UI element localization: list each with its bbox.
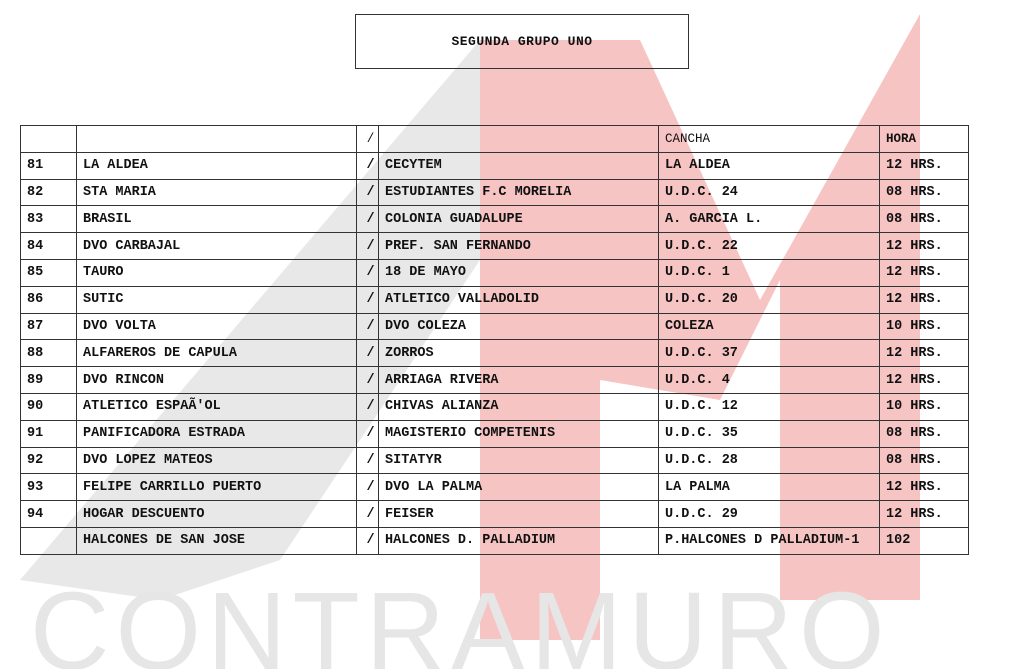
home-team: PANIFICADORA ESTRADA xyxy=(77,420,357,447)
venue: A. GARCIA L. xyxy=(659,206,880,233)
time: 08 HRS. xyxy=(880,420,969,447)
home-team: LA ALDEA xyxy=(77,152,357,179)
time: 12 HRS. xyxy=(880,286,969,313)
away-team: ESTUDIANTES F.C MORELIA xyxy=(379,179,659,206)
vs-separator: / xyxy=(357,420,379,447)
vs-separator: / xyxy=(357,447,379,474)
home-team: DVO RINCON xyxy=(77,367,357,394)
table-header-row xyxy=(21,126,969,153)
table-row xyxy=(21,367,969,394)
time: 12 HRS. xyxy=(880,259,969,286)
vs-separator: / xyxy=(357,367,379,394)
vs-separator: / xyxy=(357,313,379,340)
home-team: SUTIC xyxy=(77,286,357,313)
venue: U.D.C. 35 xyxy=(659,420,880,447)
away-team: CECYTEM xyxy=(379,152,659,179)
time: 12 HRS. xyxy=(880,233,969,260)
time: 08 HRS. xyxy=(880,447,969,474)
table-row xyxy=(21,340,969,367)
table-row xyxy=(21,286,969,313)
venue: U.D.C. 37 xyxy=(659,340,880,367)
header-num xyxy=(21,126,77,153)
home-team: ATLETICO ESPAÃ'OL xyxy=(77,393,357,420)
venue: U.D.C. 4 xyxy=(659,367,880,394)
away-team: DVO LA PALMA xyxy=(379,474,659,501)
match-number: 90 xyxy=(21,393,77,420)
away-team: SITATYR xyxy=(379,447,659,474)
table-row xyxy=(21,313,969,340)
match-number: 84 xyxy=(21,233,77,260)
venue: U.D.C. 28 xyxy=(659,447,880,474)
header-home xyxy=(77,126,357,153)
header-separator: / xyxy=(357,126,379,153)
time: 08 HRS. xyxy=(880,206,969,233)
table-row xyxy=(21,527,969,554)
home-team: ALFAREROS DE CAPULA xyxy=(77,340,357,367)
venue: U.D.C. 22 xyxy=(659,233,880,260)
schedule-table xyxy=(20,125,969,555)
away-team: 18 DE MAYO xyxy=(379,259,659,286)
table-row xyxy=(21,233,969,260)
vs-separator: / xyxy=(357,179,379,206)
home-team: DVO VOLTA xyxy=(77,313,357,340)
time: 10 HRS. xyxy=(880,313,969,340)
venue: P.HALCONES D PALLADIUM-1 xyxy=(659,527,880,554)
venue: U.D.C. 24 xyxy=(659,179,880,206)
venue: LA ALDEA xyxy=(659,152,880,179)
away-team: HALCONES D. PALLADIUM xyxy=(379,527,659,554)
match-number: 82 xyxy=(21,179,77,206)
vs-separator: / xyxy=(357,474,379,501)
vs-separator: / xyxy=(357,152,379,179)
venue: U.D.C. 1 xyxy=(659,259,880,286)
home-team: HALCONES DE SAN JOSE xyxy=(77,527,357,554)
away-team: ZORROS xyxy=(379,340,659,367)
watermark-text: CONTRAMURO xyxy=(30,570,891,669)
away-team: DVO COLEZA xyxy=(379,313,659,340)
match-number: 87 xyxy=(21,313,77,340)
time: 10 HRS. xyxy=(880,393,969,420)
table-row xyxy=(21,206,969,233)
home-team: FELIPE CARRILLO PUERTO xyxy=(77,474,357,501)
venue: COLEZA xyxy=(659,313,880,340)
match-number: 86 xyxy=(21,286,77,313)
match-number: 94 xyxy=(21,501,77,528)
match-number: 88 xyxy=(21,340,77,367)
time: 12 HRS. xyxy=(880,340,969,367)
time: 12 HRS. xyxy=(880,152,969,179)
home-team: STA MARIA xyxy=(77,179,357,206)
vs-separator: / xyxy=(357,233,379,260)
vs-separator: / xyxy=(357,501,379,528)
title-text: SEGUNDA GRUPO UNO xyxy=(451,34,593,49)
table-row xyxy=(21,501,969,528)
table-row xyxy=(21,179,969,206)
header-hora: HORA xyxy=(880,126,969,153)
home-team: DVO LOPEZ MATEOS xyxy=(77,447,357,474)
table-row xyxy=(21,420,969,447)
match-number: 85 xyxy=(21,259,77,286)
vs-separator: / xyxy=(357,206,379,233)
match-number: 83 xyxy=(21,206,77,233)
venue: U.D.C. 20 xyxy=(659,286,880,313)
time: 12 HRS. xyxy=(880,367,969,394)
vs-separator: / xyxy=(357,340,379,367)
vs-separator: / xyxy=(357,259,379,286)
home-team: TAURO xyxy=(77,259,357,286)
venue: LA PALMA xyxy=(659,474,880,501)
header-cancha: CANCHA xyxy=(659,126,880,153)
away-team: PREF. SAN FERNANDO xyxy=(379,233,659,260)
match-number: 93 xyxy=(21,474,77,501)
header-away xyxy=(379,126,659,153)
vs-separator: / xyxy=(357,527,379,554)
time: 12 HRS. xyxy=(880,474,969,501)
vs-separator: / xyxy=(357,286,379,313)
away-team: COLONIA GUADALUPE xyxy=(379,206,659,233)
match-number xyxy=(21,527,77,554)
match-number: 91 xyxy=(21,420,77,447)
away-team: MAGISTERIO COMPETENIS xyxy=(379,420,659,447)
time: 12 HRS. xyxy=(880,501,969,528)
page-title xyxy=(355,14,689,69)
match-number: 89 xyxy=(21,367,77,394)
home-team: BRASIL xyxy=(77,206,357,233)
home-team: DVO CARBAJAL xyxy=(77,233,357,260)
vs-separator: / xyxy=(357,393,379,420)
away-team: ATLETICO VALLADOLID xyxy=(379,286,659,313)
match-number: 81 xyxy=(21,152,77,179)
venue: U.D.C. 12 xyxy=(659,393,880,420)
table-row xyxy=(21,393,969,420)
away-team: FEISER xyxy=(379,501,659,528)
away-team: ARRIAGA RIVERA xyxy=(379,367,659,394)
table-row xyxy=(21,152,969,179)
venue: U.D.C. 29 xyxy=(659,501,880,528)
table-row xyxy=(21,259,969,286)
table-row xyxy=(21,474,969,501)
home-team: HOGAR DESCUENTO xyxy=(77,501,357,528)
away-team: CHIVAS ALIANZA xyxy=(379,393,659,420)
match-number: 92 xyxy=(21,447,77,474)
time: 102 xyxy=(880,527,969,554)
table-row xyxy=(21,447,969,474)
time: 08 HRS. xyxy=(880,179,969,206)
